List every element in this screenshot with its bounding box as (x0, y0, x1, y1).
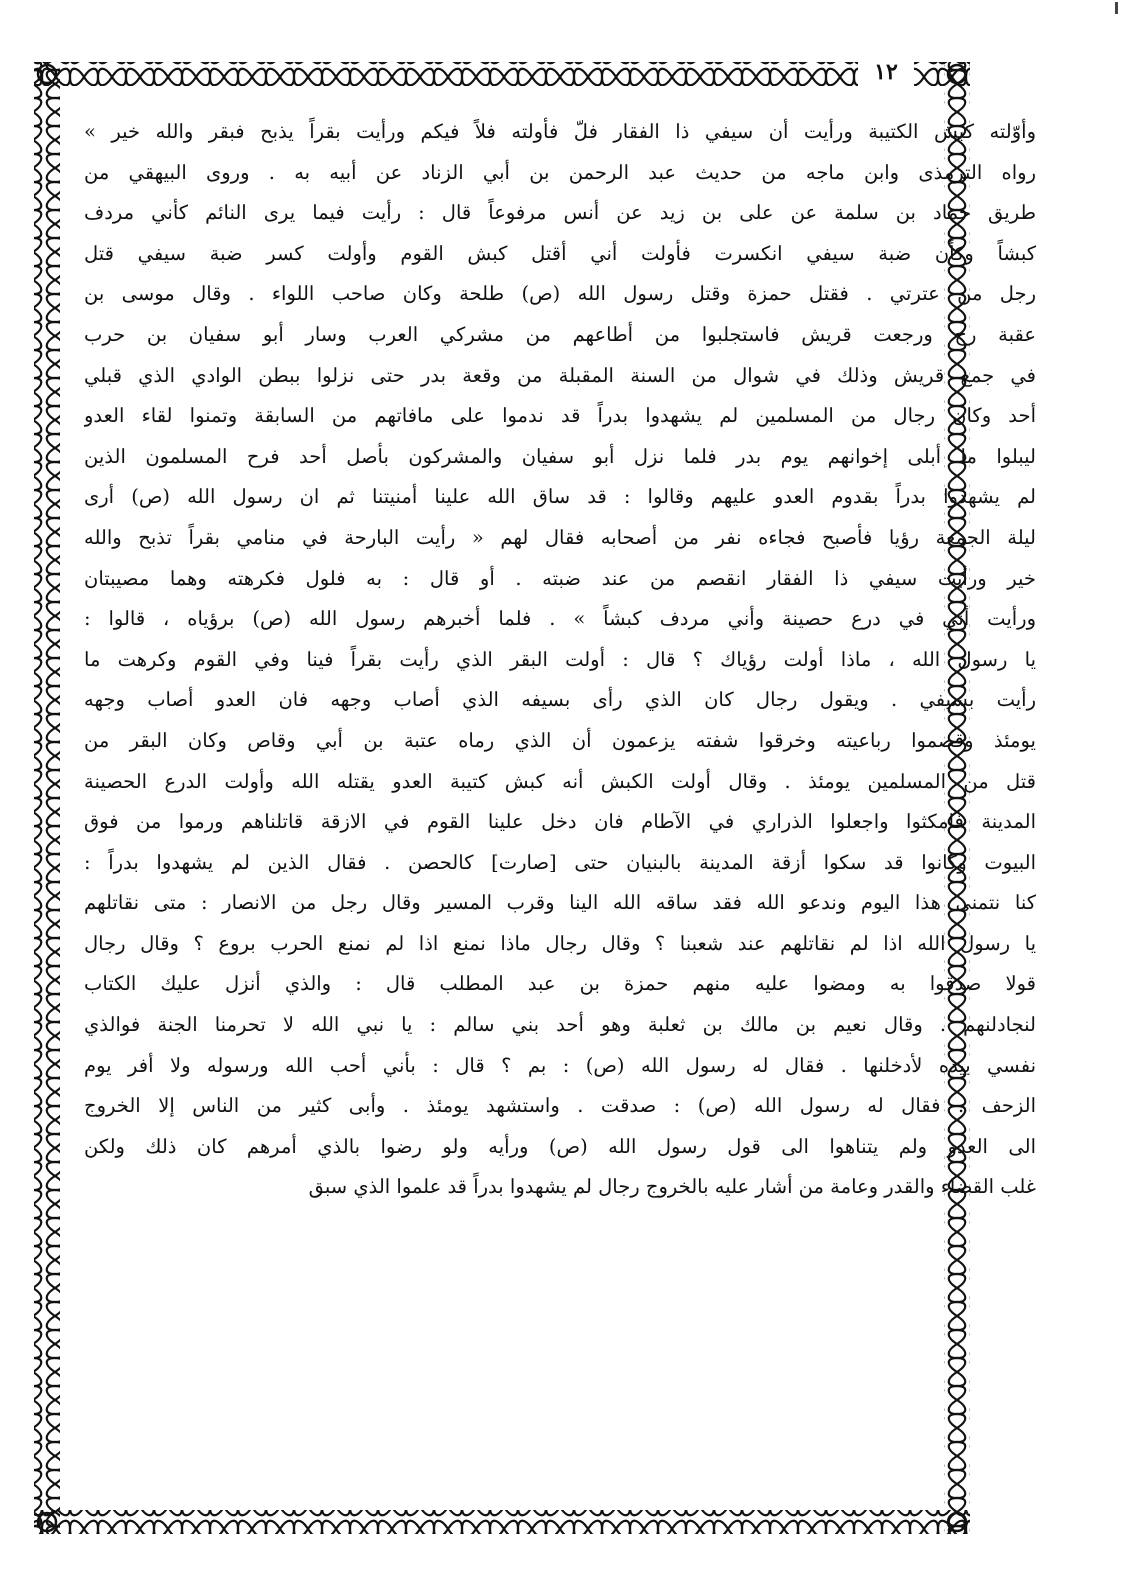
margin-mark (1115, 2, 1118, 14)
text-line: يا رسول الله اذا لم نقاتلهم عند شعبنا ؟ وقال رجال ماذا نمنع اذا لم نمنع الحرب بروع ؟ وقال رجال (84, 931, 1036, 955)
text-line: قولا صدقوا به ومضوا عليه منهم حمزة بن عبد المطلب قال : والذي أنزل عليك الكتاب (84, 972, 1036, 996)
text-line: كبشاً وكأن ضبة سيفي انكسرت فأولت أني أقتل كبش القوم وأولت كسر ضبة سيفي قتل (84, 241, 1036, 265)
text-line: وأوّلته كبش الكتيبة ورأيت أن سيفي ذا الفقار فلّ فأولته فلاً فيكم ورأيت بقراً يذبح فبقر والله خير » (84, 120, 1036, 143)
text-line: ورأيت أني في درع حصينة وأني مردف كبشاً » . فلما أخبرهم رسول الله (ص) برؤياه ، قالوا : (84, 607, 1036, 631)
text-line: قتل من المسلمين يومئذ . وقال أولت الكبش أنه كبش كتيبة العدو يقتله الله وأولت الدرع الحصينة (84, 769, 1036, 793)
text-line: لنجادلنهم . وقال نعيم بن مالك بن ثعلبة وهو أحد بني سالم : يا نبي الله لا تحرمنا الجنة فوالذي (84, 1013, 1036, 1037)
body-text (84, 112, 1036, 1492)
text-line: غلب القضاء والقدر وعامة من أشار عليه بالخروج رجال لم يشهدوا بدراً قد علموا الذي سبق (308, 1175, 1036, 1199)
text-line: يومئذ وقصموا رباعيته وخرقوا شفته يزعمون أن الذي رماه عتبة بن أبي وقاص وكان البقر من (84, 728, 1036, 752)
text-line: لم يشهدوا بدراً بقدوم العدو عليهم وقالوا : قد ساق الله علينا أمنيتنا ثم ان رسول الله (ص) أرى (84, 485, 1036, 509)
text-line: يا رسول الله ، ماذا أولت رؤياك ؟ قال : أولت البقر الذي رأيت بقراً فينا وفي القوم وكرهت ما (84, 647, 1036, 671)
text-line: رأيت بسيفي . ويقول رجال كان الذي رأى بسيفه الذي أصاب وجهه فان العدو أصاب وجهه (84, 688, 1036, 712)
text-line: الى العدو ولم يتناهوا الى قول رسول الله (ص) ورأيه ولو رضوا بالذي أمرهم كان ذلك ولكن (84, 1134, 1036, 1158)
text-line: أحد وكان رجال من المسلمين لم يشهدوا بدراً قد ندموا على مافاتهم من السابقة وتمنوا لقاء العدو (84, 404, 1036, 428)
text-line: عقبة رح ورجعت قريش فاستجلبوا من أطاعهم من مشركي العرب وسار أبو سفيان بن حرب (84, 322, 1036, 346)
text-line: في جمع قريش وذلك في شوال من السنة المقبلة من وقعة بدر حتى نزلوا ببطن الوادي الذي قبلي (84, 363, 1036, 387)
text-line: خير ورأيت سيفي ذا الفقار انقصم من عند ضبته . أو قال : به فلول فكرهته وهما مصيبتان (84, 566, 1036, 590)
text-line: رواه الترمذى وابن ماجه من حديث عبد الرحمن بن أبي الزناد عن أبيه به . وروى البيهقي من (84, 160, 1036, 184)
text-line: كنا نتمنى هذا اليوم وندعو الله فقد ساقه الله الينا وقرب المسير وقال رجل من الانصار : متى نقاتلهم (84, 891, 1036, 915)
text-line: رجل من عترتي . فقتل حمزة وقتل رسول الله (ص) طلحة وكان صاحب اللواء . وقال موسى بن (84, 282, 1036, 306)
text-line: ليبلوا ما أبلى إخوانهم يوم بدر فلما نزل أبو سفيان والمشركون بأصل أحد فرح المسلمون الذين (84, 444, 1036, 468)
page-number: ١٢ (858, 58, 914, 86)
text-line: ليلة الجمعة رؤيا فأصبح فجاءه نفر من أصحابه فقال لهم « رأيت البارحة في منامي بقراً تذبح والله (84, 525, 1036, 549)
text-line: الزحف . فقال له رسول الله (ص) : صدقت . واستشهد يومئذ . وأبى كثير من الناس إلا الخروج (84, 1094, 1036, 1118)
text-line: المدينة فامكثوا واجعلوا الذراري في الآطام فان دخل علينا القوم في الازقة قاتلناهم ورموا من فوق (84, 810, 1036, 834)
text-line: نفسي بيده لأدخلنها . فقال له رسول الله (ص) : بم ؟ قال : بأني أحب الله ورسوله ولا أفر يوم (84, 1053, 1036, 1077)
text-line: طريق حماد بن سلمة عن على بن زيد عن أنس مرفوعاً قال : رأيت فيما يرى النائم كأني مردف (84, 201, 1036, 225)
text-line: البيوت وكانوا قد سكوا أزقة المدينة بالبنيان حتى [صارت] كالحصن . فقال الذين لم يشهدوا بدراً : (84, 850, 1036, 874)
